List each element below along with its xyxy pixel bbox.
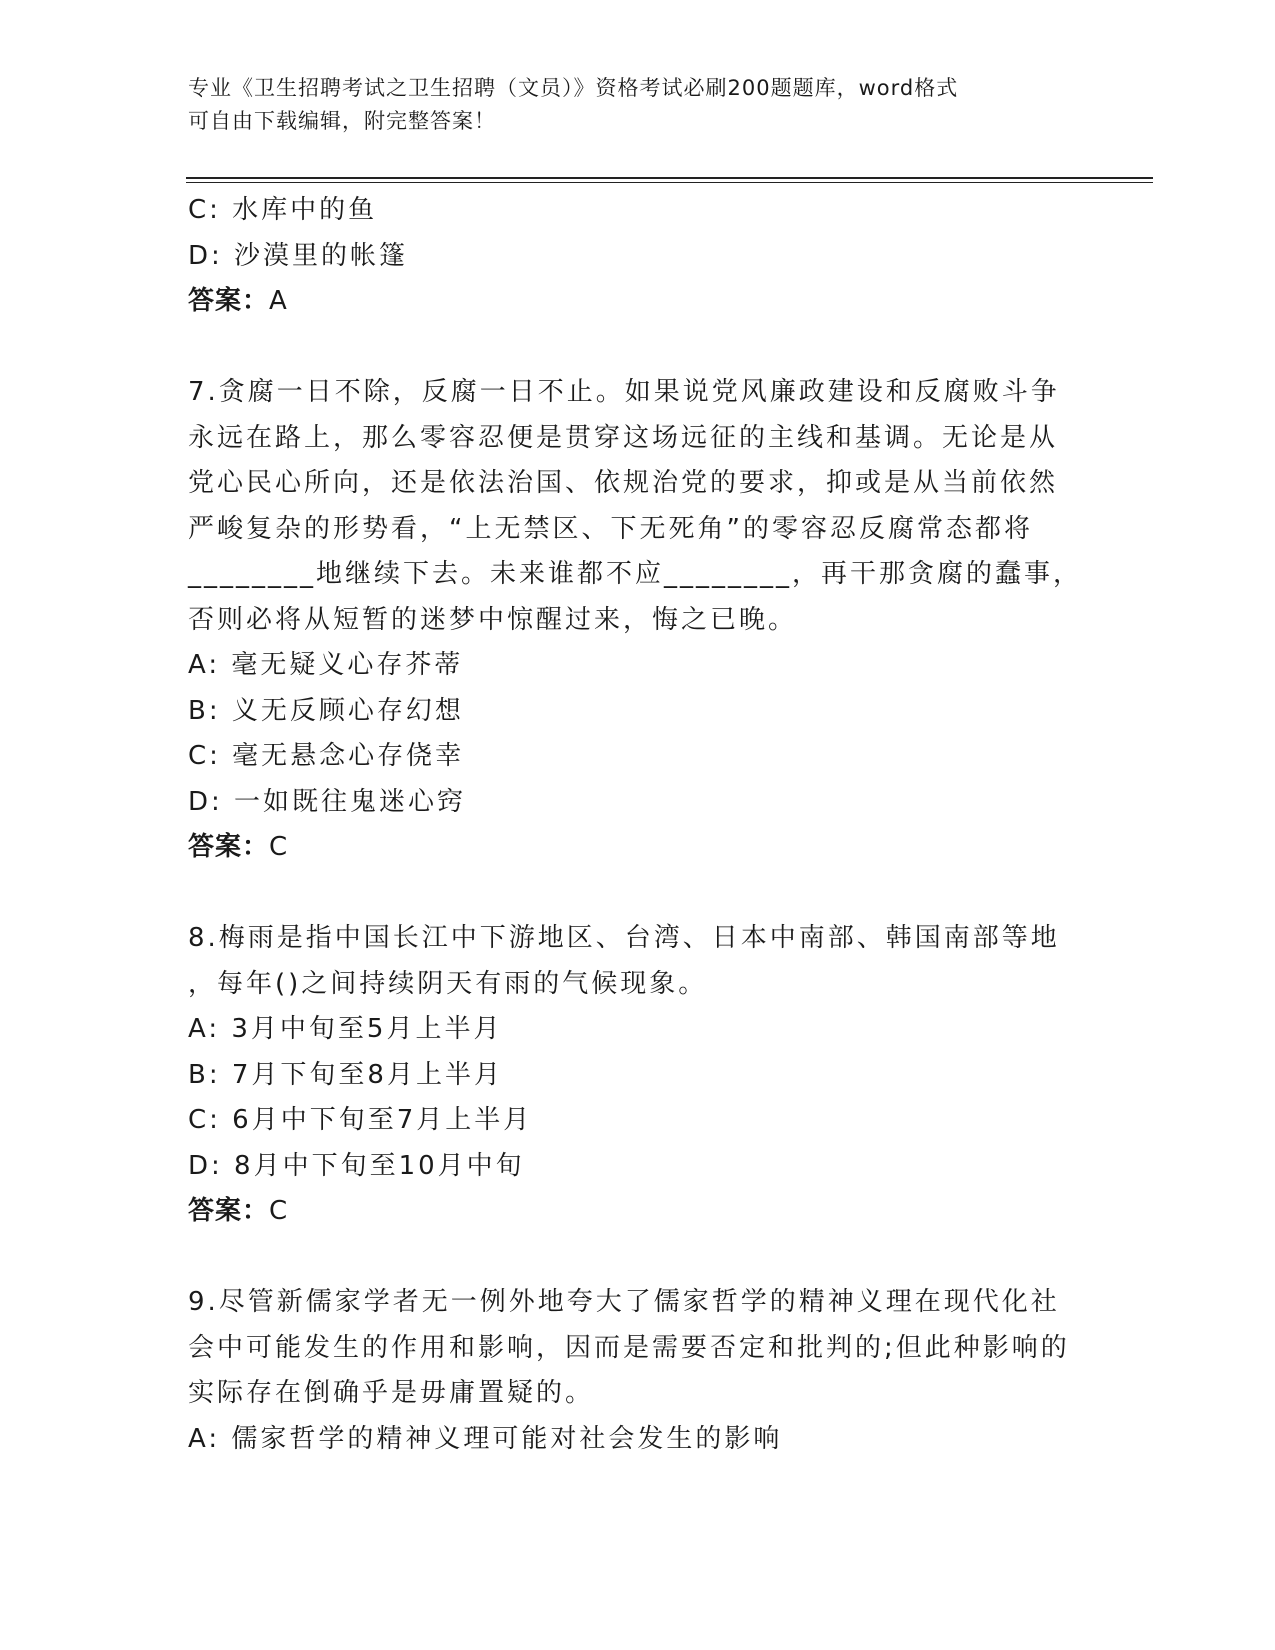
answer-line (188, 279, 1078, 325)
option-d: D: 一如既往鬼迷心窍 (188, 786, 467, 817)
question-text-line: 会中可能发生的作用和影响，因而是需要否定和批判的;但此种影响的 (188, 1332, 1070, 1363)
answer-line (188, 825, 1078, 871)
question-text-line: 永远在路上，那么零容忍便是贯穿这场远征的主线和基调。无论是从 (188, 422, 1059, 453)
question-6-tail (188, 188, 1078, 325)
option-a: A: 儒家哲学的精神义理可能对社会发生的影响 (188, 1423, 783, 1454)
question-text-line: ________地继续下去。未来谁都不应________，再干那贪腐的蠢事， (188, 559, 1083, 589)
document-header (188, 72, 1068, 138)
answer-label: 答案： (188, 832, 270, 862)
option-b: B: 7月下旬至8月上半月 (188, 1059, 503, 1090)
question-spacer (188, 1235, 1078, 1281)
answer-label: 答案： (188, 1196, 270, 1226)
option-a: A: 毫无疑义心存芥蒂 (188, 650, 464, 680)
question-text-line: 8.梅雨是指中国长江中下游地区、台湾、日本中南部、韩国南部等地 (188, 923, 1060, 953)
document-body (188, 188, 1083, 1462)
option-c: C: 毫无悬念心存侥幸 (188, 741, 465, 771)
question-text-line: 7.贪腐一日不除，反腐一日不止。如果说党风廉政建设和反腐败斗争 (188, 377, 1060, 407)
question-text-line: 实际存在倒确乎是毋庸置疑的。 (188, 1378, 595, 1408)
answer-label: 答案： (188, 286, 270, 316)
header-divider-thick (186, 177, 1153, 179)
question-8 (188, 916, 1078, 1235)
question-text-line: 严峻复杂的形势看，“上无禁区、下无死角”的零容忍反腐常态都将 (188, 513, 1033, 544)
option-a: A: 3月中旬至5月上半月 (188, 1014, 503, 1044)
question-text-line: 党心民心所向，还是依法治国、依规治党的要求，抑或是从当前依然 (188, 468, 1059, 498)
answer-value: A (269, 286, 288, 316)
option-d: D: 8月中下旬至10月中旬 (188, 1150, 525, 1181)
question-text-line: ，每年()之间持续阴天有雨的气候现象。 (188, 968, 708, 999)
answer-value: C (269, 832, 289, 862)
header-title-line-2: 可自由下载编辑，附完整答案！ (188, 109, 496, 133)
option-b: B: 义无反顾心存幻想 (188, 695, 464, 726)
answer-value: C (269, 1196, 289, 1226)
question-text-line: 9.尽管新儒家学者无一例外地夸大了儒家哲学的精神义理在现代化社 (188, 1287, 1060, 1317)
question-9 (188, 1280, 1078, 1462)
option-c: C: 水库中的鱼 (188, 195, 378, 225)
header-title-line-1: 专业《卫生招聘考试之卫生招聘（文员）》资格考试必刷200题题库，word格式 (188, 76, 959, 100)
answer-line (188, 1189, 1078, 1235)
question-spacer (188, 871, 1078, 917)
option-d: D: 沙漠里的帐篷 (188, 240, 409, 271)
question-text-line: 否则必将从短暂的迷梦中惊醒过来，悔之已晚。 (188, 604, 798, 635)
option-c: C: 6月中下旬至7月上半月 (188, 1105, 533, 1135)
header-divider-thin (186, 182, 1153, 183)
question-spacer (188, 325, 1078, 371)
question-7 (188, 370, 1083, 871)
